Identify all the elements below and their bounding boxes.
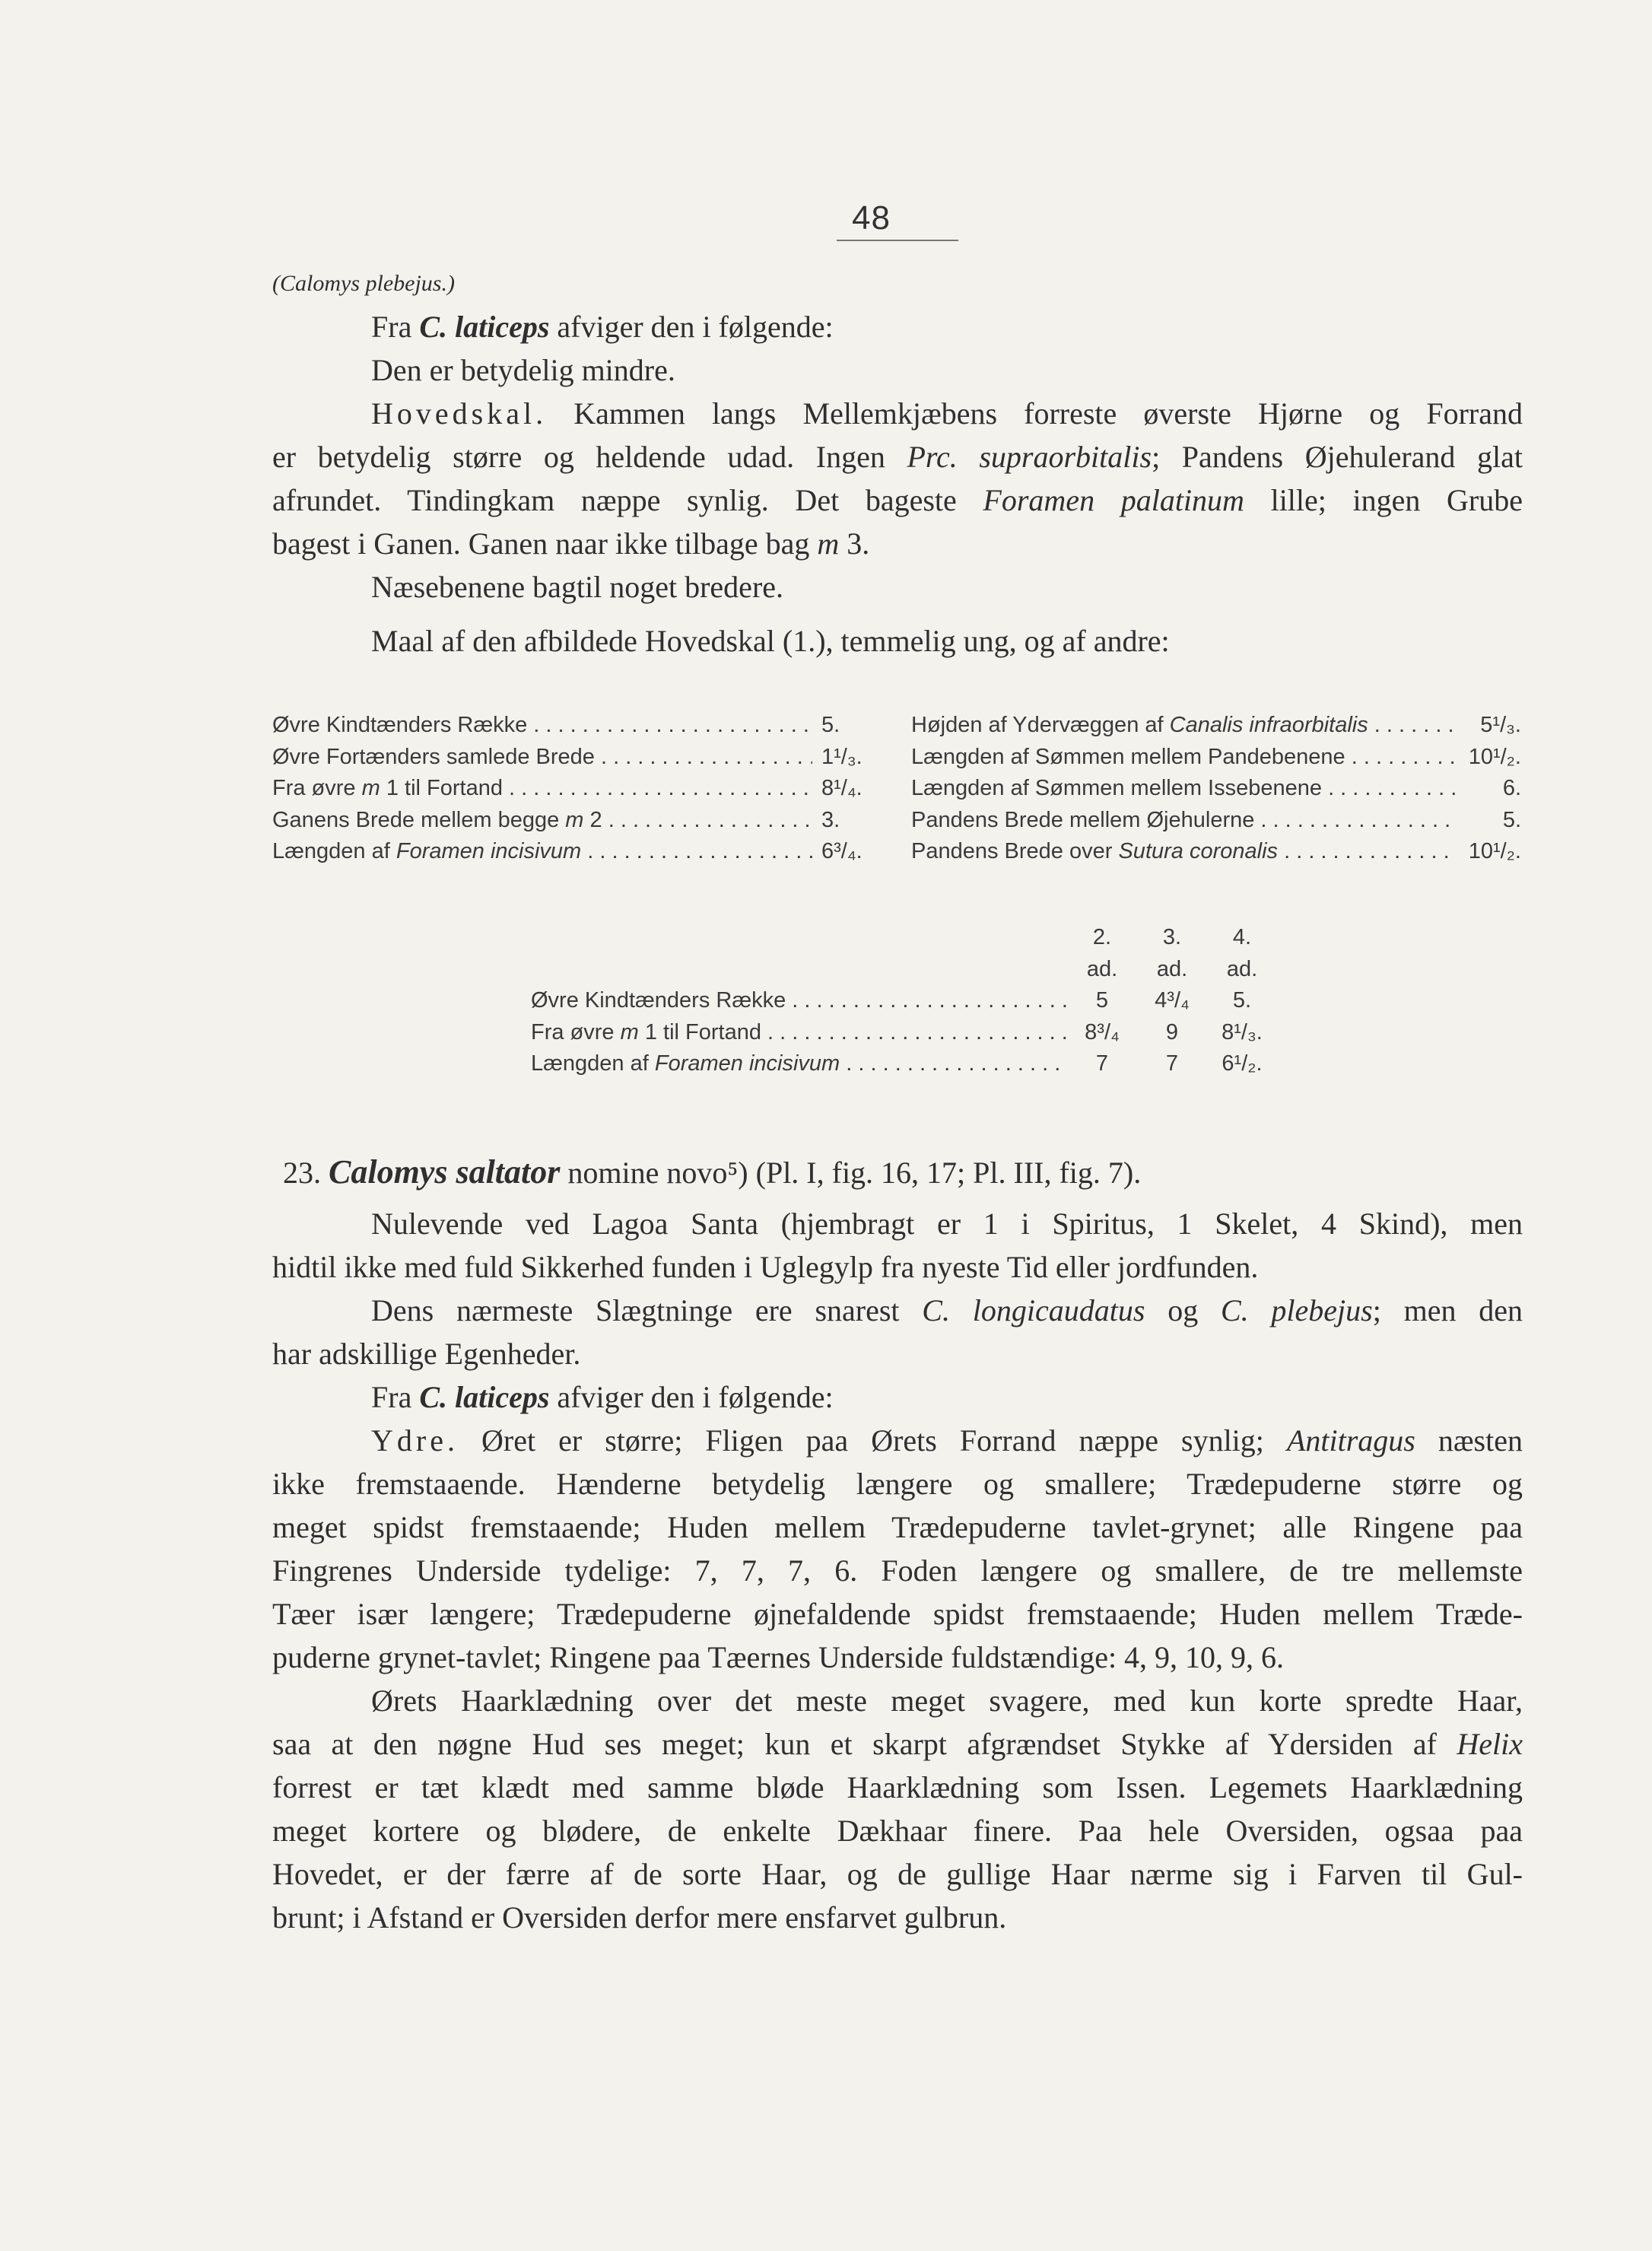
measurements-left — [272, 710, 866, 868]
measurement-row: Pandens Brede over Sutura coronalis . . . 10¹/₂. — [911, 836, 1521, 868]
page-number-rule — [837, 240, 958, 241]
paragraph-line: meget kortere og blødere, de enkelte Dækhaar finere. Paa hele Oversiden, ogsaa paa — [272, 1814, 1523, 1848]
specimen-table — [531, 922, 1277, 1080]
hovedskal-line-1: Hovedskal. Kammen langs Mellemkjæbens forreste øverste Hjørne og Forrand — [371, 396, 1523, 431]
naesebenene-line: Næsebenene bagtil noget bredere. — [371, 570, 784, 604]
measurement-row: Højden af Ydervæggen af Canalis infraorbitalis . . . 5¹/₃. — [911, 710, 1521, 742]
running-head: (Calomys plebejus.) — [272, 271, 455, 296]
section-heading: 23. Calomys saltator nomine novo⁵) (Pl. I, fig. 16, 17; Pl. III, fig. 7). — [283, 1153, 1142, 1191]
measurement-row: Længden af Sømmen mellem Issebenene . . . 6. — [911, 773, 1521, 805]
paragraph-line: hidtil ikke med fuld Sikkerhed funden i Uglegylp fra nyeste Tid eller jordfunden. — [272, 1250, 1259, 1284]
hovedskal-line-3: afrundet. Tindingkam næppe synlig. Det bageste Foramen palatinum lille; ingen Grube — [272, 483, 1523, 517]
paragraph-line: Nulevende ved Lagoa Santa (hjembragt er 1 i Spiritus, 1 Skelet, 4 Skind), men — [371, 1207, 1523, 1241]
paragraph-line: Tæer især længere; Trædepuderne øjnefaldende spidst fremstaaende; Huden mellem Træde- — [272, 1597, 1523, 1631]
paragraph-line: saa at den nøgne Hud ses meget; kun et skarpt afgrændset Stykke af Ydersiden af Helix — [272, 1727, 1523, 1761]
paragraph-line: Ydre. Øret er større; Fligen paa Ørets Forrand næppe synlig; Antitragus næsten — [371, 1423, 1523, 1458]
measurement-row: Ganens Brede mellem begge m 2 . . . 3. — [272, 805, 866, 837]
table-row: Fra øvre m 1 til Fortand . . . 8³/₄ 9 8¹/₃. — [531, 1017, 1277, 1049]
measurement-row: Fra øvre m 1 til Fortand . . . 8¹/₄. — [272, 773, 866, 805]
paragraph-line: meget spidst fremstaaende; Huden mellem Trædepuderne tavlet-grynet; alle Ringene paa — [272, 1510, 1523, 1544]
section-23 — [272, 1150, 1523, 1939]
intro-line-1: Fra C. laticeps afviger den i følgende: — [371, 310, 834, 344]
paragraph-line: Ørets Haarklædning over det meste meget svagere, med kun korte spredte Haar, — [371, 1683, 1523, 1718]
paragraph-line: Dens nærmeste Slægtninge ere snarest C. longicaudatus og C. plebejus; men den — [371, 1293, 1523, 1327]
intro-line-2: Den er betydelig mindre. — [371, 353, 675, 387]
paragraph-line: forrest er tæt klædt med samme bløde Haarklædning som Issen. Legemets Haarklædning — [272, 1770, 1523, 1804]
measurement-row: Øvre Fortænders samlede Brede . . . 1¹/₃. — [272, 742, 866, 774]
paragraph-line: har adskillige Egenheder. — [272, 1337, 581, 1371]
paragraph-line: Fra C. laticeps afviger den i følgende: — [371, 1380, 834, 1414]
page-number: 48 — [852, 199, 891, 237]
paragraph-line: Fingrenes Underside tydelige: 7, 7, 7, 6. Foden længere og smallere, de tre mellemste — [272, 1553, 1523, 1588]
intro-block — [272, 262, 1523, 663]
table-header-row: 2. 3. 4. — [1092, 925, 1252, 949]
table-header-row: ad. ad. ad. — [1086, 956, 1258, 981]
paragraph-line: puderne grynet-tavlet; Ringene paa Tæernes Underside fuldstændige: 4, 9, 10, 9, 6. — [272, 1640, 1285, 1674]
measurement-row: Pandens Brede mellem Øjehulerne . . . 5. — [911, 805, 1521, 837]
measurements-right — [911, 710, 1521, 868]
hovedskal-line-2: er betydelig større og heldende udad. Ingen Prc. supraorbitalis; Pandens Øjehulerand glat — [272, 440, 1523, 474]
table-row: Øvre Kindtænders Række . . . 5 4³/₄ 5. — [531, 985, 1277, 1017]
paragraph-line: ikke fremstaaende. Hænderne betydelig længere og smallere; Trædepuderne større og — [272, 1467, 1523, 1501]
measurement-row: Længden af Sømmen mellem Pandebenene . . . 10¹/₂. — [911, 742, 1521, 774]
table-row: Længden af Foramen incisivum . . . 7 7 6¹/₂. — [531, 1048, 1277, 1080]
maal-line: Maal af den afbildede Hovedskal (1.), temmelig ung, og af andre: — [371, 624, 1170, 658]
hovedskal-line-4: bagest i Ganen. Ganen naar ikke tilbage bag m 3. — [272, 526, 870, 561]
paragraph-line: Hovedet, er der færre af de sorte Haar, og de gullige Haar nærme sig i Farven til Gul- — [272, 1857, 1523, 1891]
paragraph-line: brunt; i Afstand er Oversiden derfor mere ensfarvet gulbrun. — [272, 1900, 1007, 1935]
measurement-row: Øvre Kindtænders Række . . . 5. — [272, 710, 866, 742]
measurement-row: Længden af Foramen incisivum . . . 6³/₄. — [272, 836, 866, 868]
